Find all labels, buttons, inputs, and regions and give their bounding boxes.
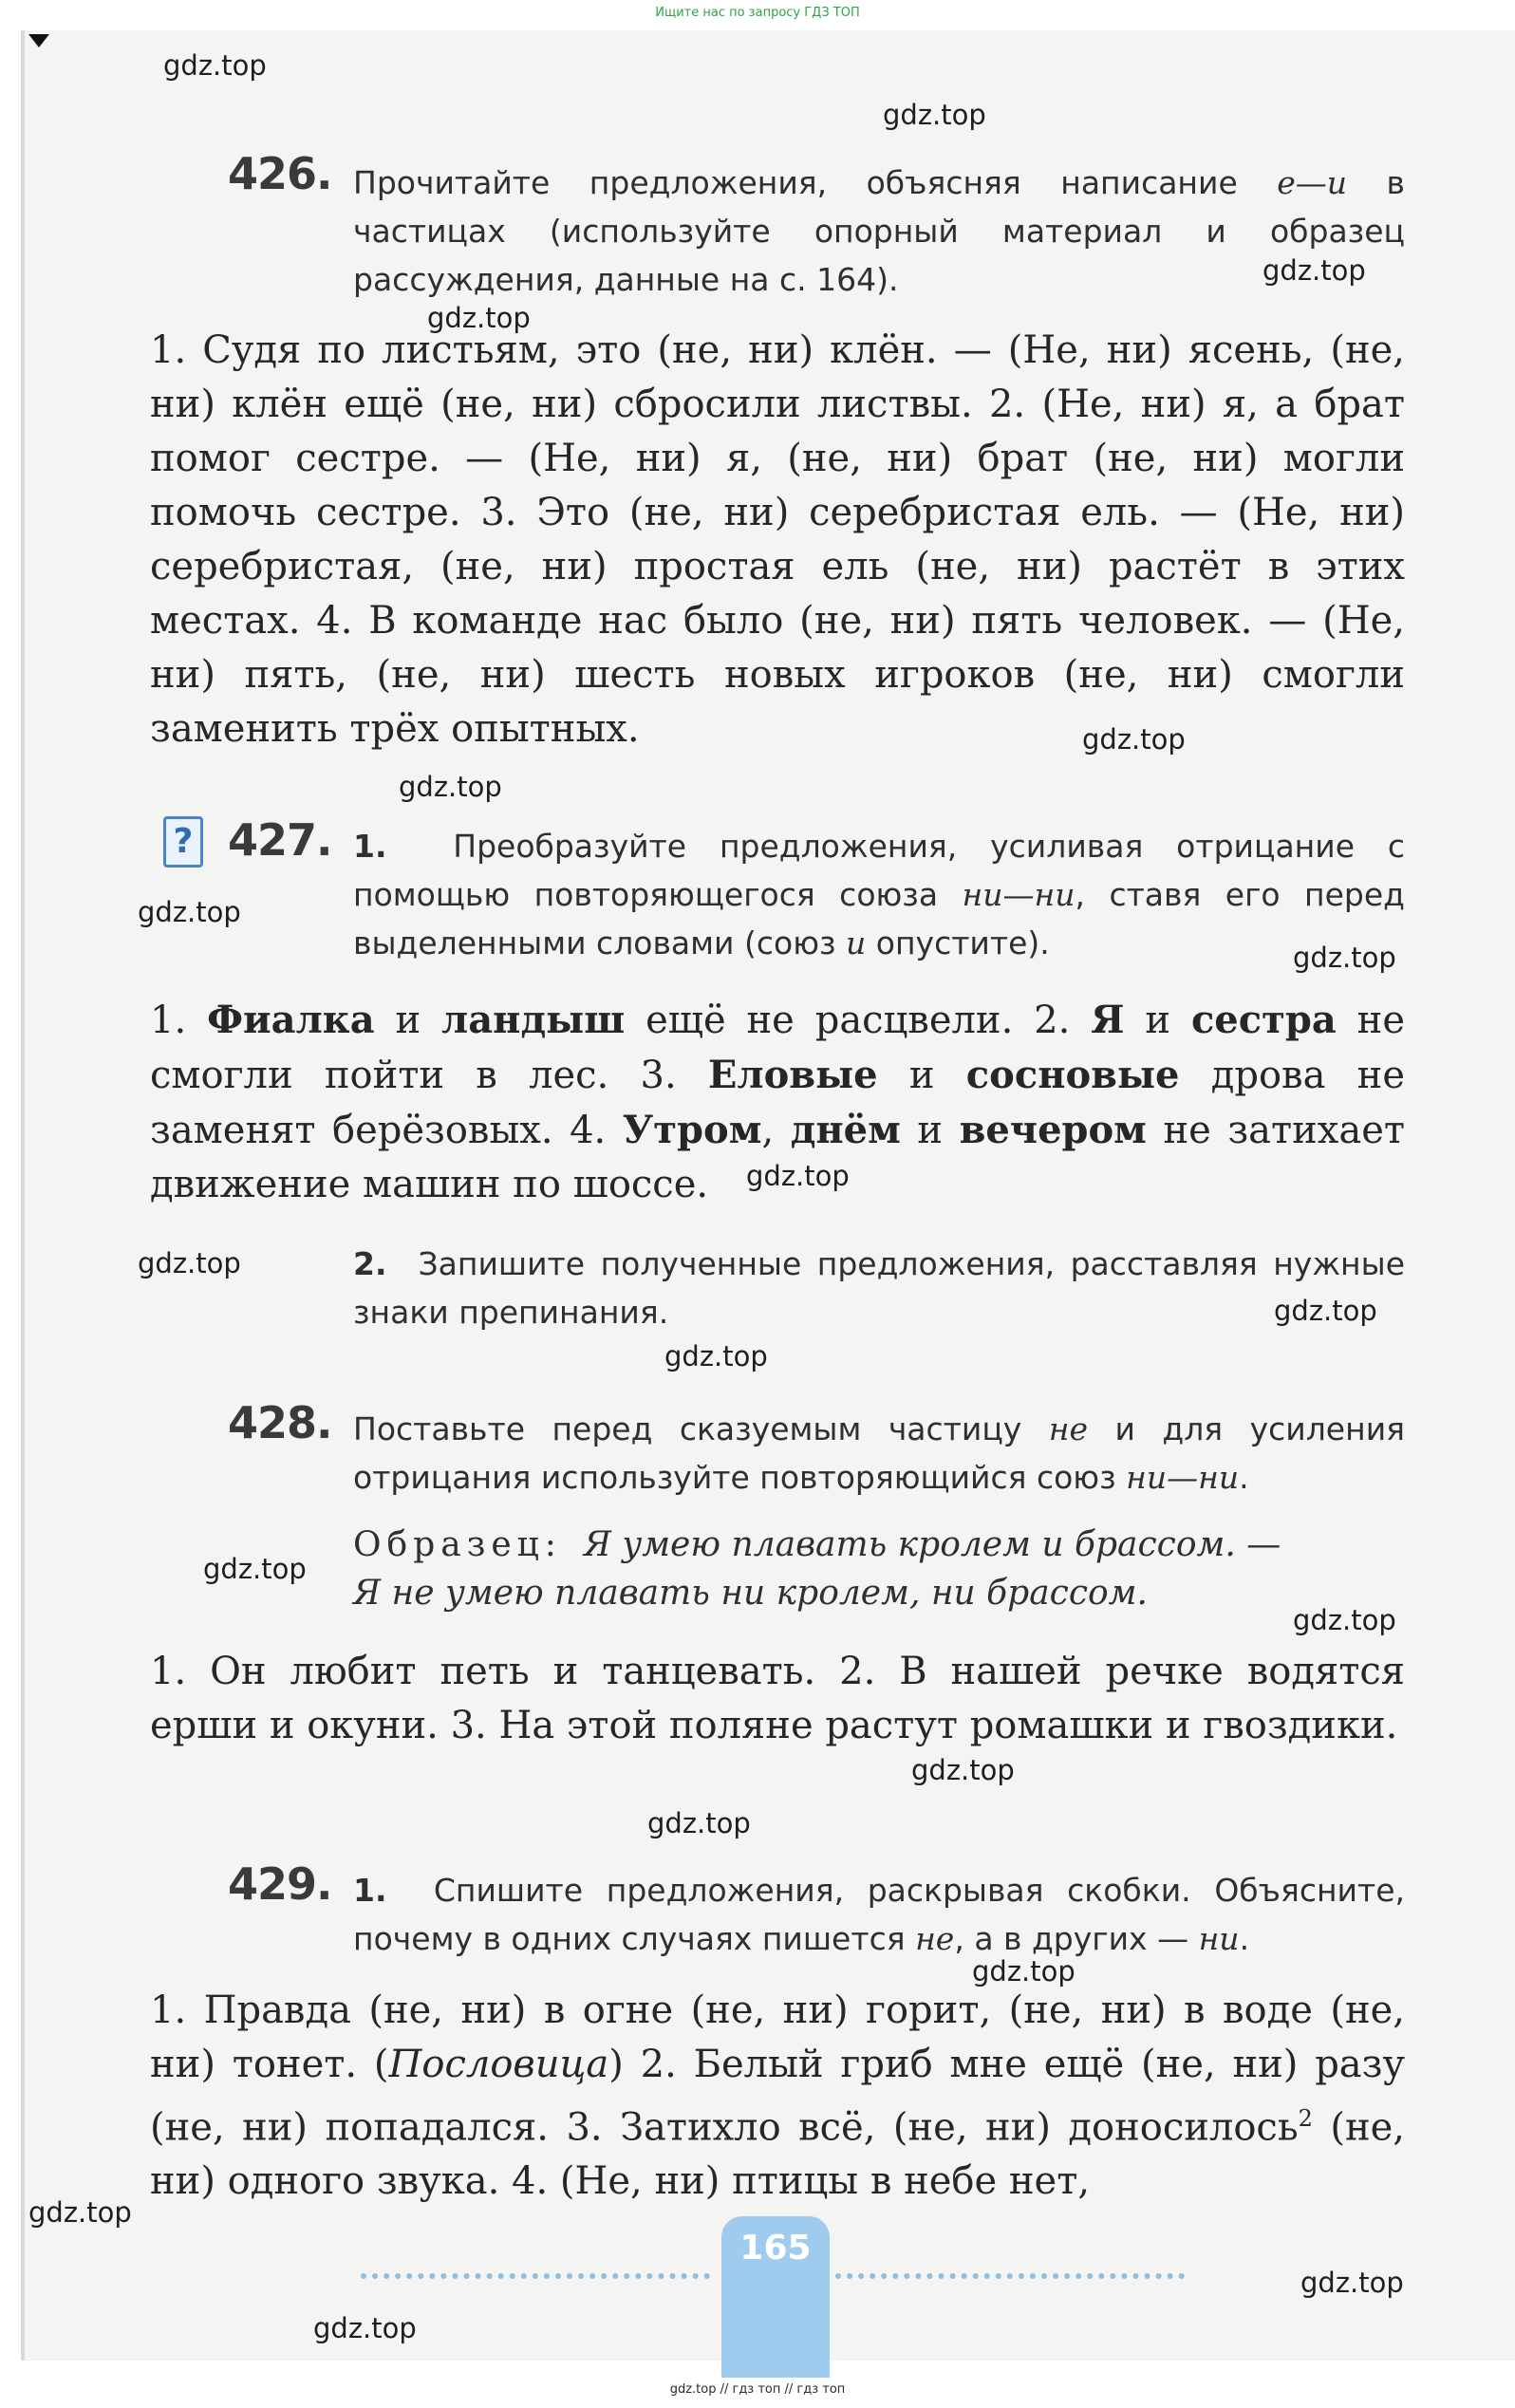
watermark: gdz.top xyxy=(138,896,241,928)
exercise-427-text: 1. Фиалка и ландыш ещё не расцвели. 2. Я и сестра не смогли пойти в лес. 3. Еловые и сосновые дрова не заменят берёзовых. 4. Утром, днём и вечером не затихает движение машин по шоссе. xyxy=(150,998,1405,1206)
watermark: gdz.top xyxy=(911,1754,1015,1786)
page-number-dots-left xyxy=(361,2273,710,2279)
watermark: gdz.top xyxy=(427,302,531,334)
watermark: gdz.top xyxy=(883,99,986,131)
watermark: gdz.top xyxy=(399,771,502,803)
watermark: gdz.top xyxy=(746,1160,850,1192)
page-number-dots-right xyxy=(835,2273,1185,2279)
watermark: gdz.top xyxy=(163,49,267,82)
watermark: gdz.top xyxy=(1274,1295,1377,1327)
hint-question-icon: ? xyxy=(163,816,203,868)
top-banner: Ищите нас по запросу ГДЗ ТОП xyxy=(655,6,860,20)
watermark: gdz.top xyxy=(972,1955,1075,1988)
watermark: gdz.top xyxy=(138,1247,241,1279)
exercise-428-text: 1. Он любит петь и танцевать. 2. В нашей речке водятся ерши и окуни. 3. На этой поляне растут ромашки и гвоздики. xyxy=(150,1650,1405,1747)
exercise-429-number: 429. xyxy=(228,1858,332,1910)
watermark: gdz.top xyxy=(1293,1604,1396,1636)
watermark: gdz.top xyxy=(313,2312,417,2344)
exercise-428-sample xyxy=(353,1521,1405,1617)
sample-line-2: Я не умею плавать ни кролем, ни брассом. xyxy=(353,1574,1148,1613)
watermark: gdz.top xyxy=(203,1553,307,1585)
watermark: gdz.top xyxy=(28,2196,132,2229)
watermark: gdz.top xyxy=(1082,723,1186,756)
watermark: gdz.top xyxy=(1293,942,1396,974)
watermark: gdz.top xyxy=(647,1807,751,1839)
page-number: 165 xyxy=(739,2229,812,2268)
exercise-427-task-2: 2. Запишите полученные предложения, расставляя нужные знаки препинания. xyxy=(353,1245,1405,1331)
exercise-426-number: 426. xyxy=(228,148,332,199)
watermark: gdz.top xyxy=(1300,2267,1404,2299)
exercise-427-number: 427. xyxy=(228,814,332,866)
exercise-427-task: 1. Преобразуйте предложения, усиливая отрицание с помощью повторяющегося союза ни—ни, ставя его перед выделенными словами (союз и опустите). xyxy=(353,828,1406,961)
exercise-426-task: Прочитайте предложения, объясняя написание е—и в частицах (используйте опорный материал и образец рассуждения, данные на с. 164). xyxy=(353,164,1405,298)
footer-banner: gdz.top // гдз топ // гдз топ xyxy=(669,2382,846,2397)
exercise-428-number: 428. xyxy=(228,1397,332,1448)
sample-label: Образец: xyxy=(353,1525,562,1564)
exercise-428-task: Поставьте перед сказуемым частицу не и для усиления отрицания используйте повторяющийся союз ни—ни. xyxy=(353,1410,1405,1496)
watermark: gdz.top xyxy=(1262,254,1366,287)
exercise-426-text: 1. Судя по листьям, это (не, ни) клён. — (Не, ни) ясень, (не, ни) клён ещё (не, ни) сбросили листвы. 2. (Не, ни) я, а брат помог сестре. — (Не, ни) я, (не, ни) брат (не, ни) могли помочь сестре. 3. Это (не, ни) серебристая ель. — (Не, ни) серебристая, (не, ни) простая ель (не, ни) растёт в этих местах. 4. В команде нас было (не, ни) пять человек. — (Не, ни) пять, (не, ни) шесть новых игроков (не, ни) смогли заменить трёх опытных. xyxy=(150,328,1405,751)
watermark: gdz.top xyxy=(664,1340,768,1372)
exercise-429-text: 1. Правда (не, ни) в огне (не, ни) горит, (не, ни) в воде (не, ни) тонет. (Пословица) 2. Белый гриб мне ещё (не, ни) разу (не, ни) попадался. 3. Затихло всё, (не, ни) доносилось$^2$ (не, ни) одного звука. 4. (Не, ни) птицы в небе нет, xyxy=(150,1988,1405,2204)
page-corner-mark xyxy=(28,34,49,47)
exercise-429-task: 1. Спишите предложения, раскрывая скобки. Объясните, почему в одних случаях пишется не, а в других — ни. xyxy=(353,1872,1405,1957)
sample-line-1: Я умею плавать кролем и брассом. — xyxy=(583,1525,1281,1564)
